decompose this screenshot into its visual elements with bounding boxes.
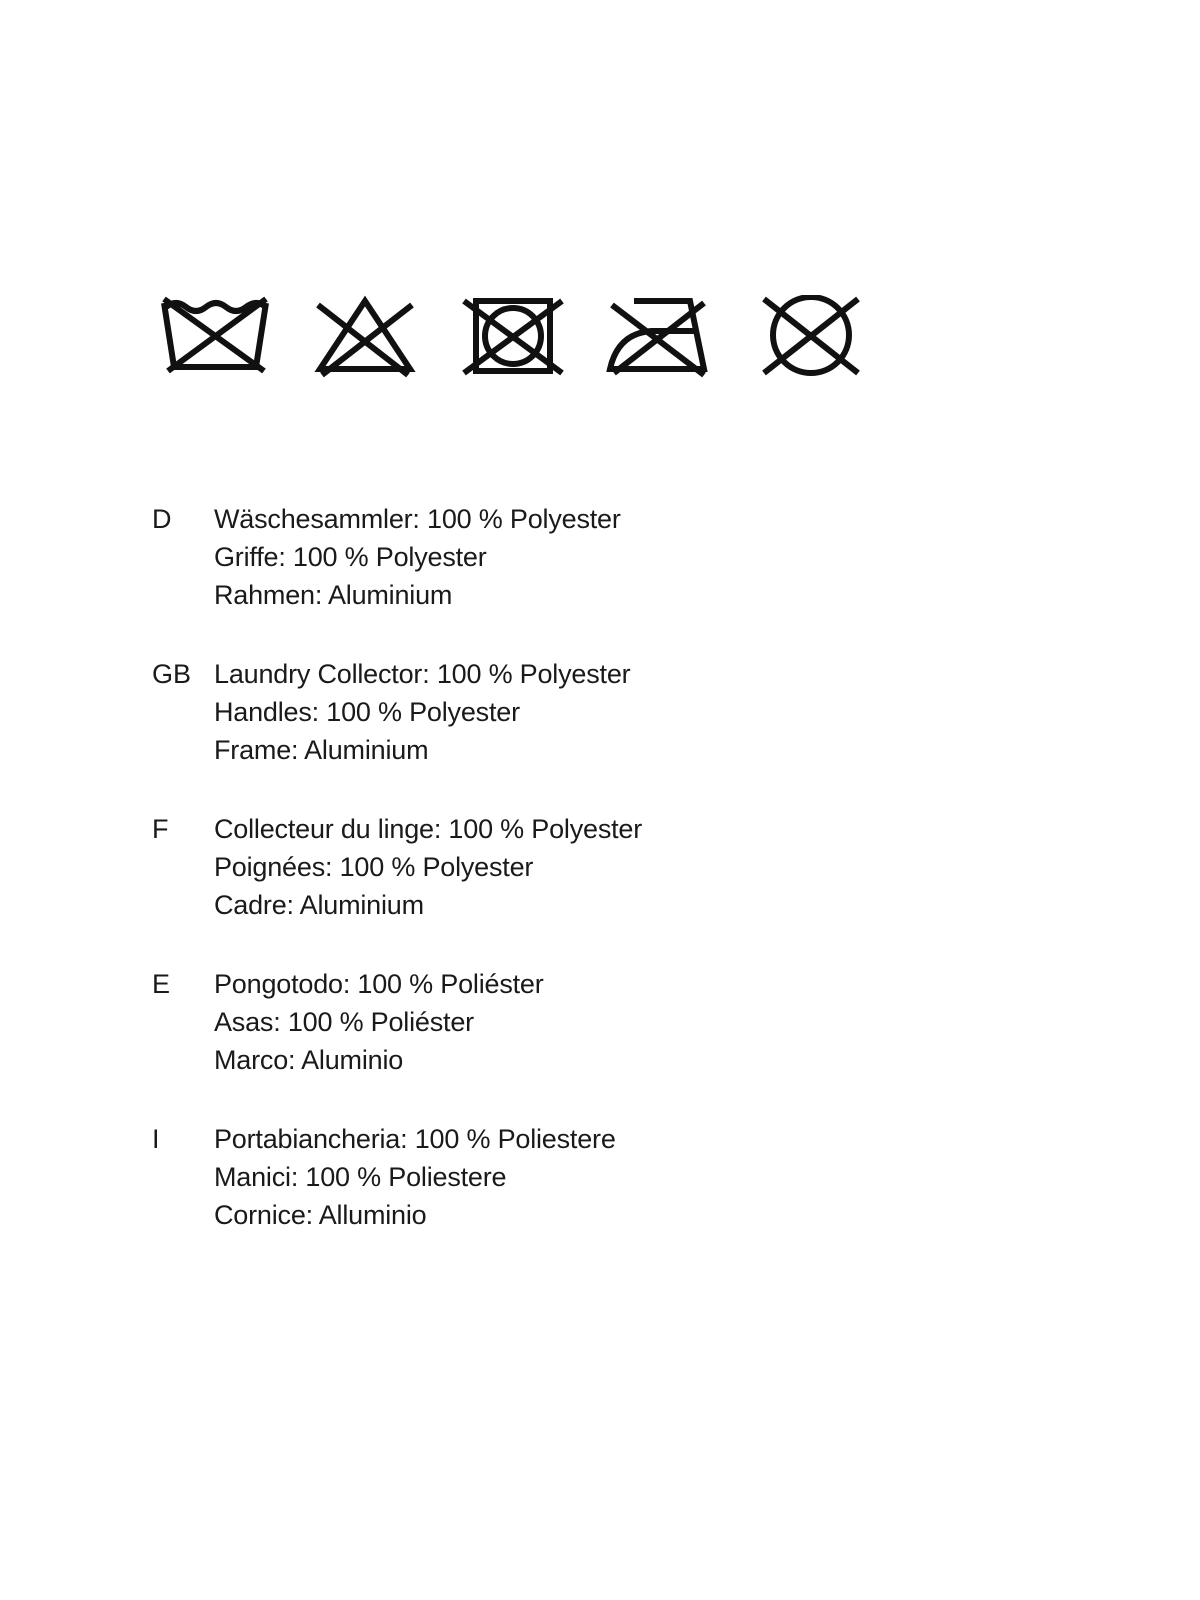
material-line: Handles: 100 % Polyester	[214, 697, 520, 727]
material-line: Portabiancheria: 100 % Poliestere	[214, 1124, 616, 1154]
material-block-f	[150, 810, 850, 965]
material-line: Asas: 100 % Poliéster	[214, 1007, 474, 1037]
material-lines	[214, 810, 834, 924]
material-line: Marco: Aluminio	[214, 1045, 404, 1075]
material-block-e	[150, 965, 850, 1120]
material-block-gb	[150, 655, 850, 810]
do-not-tumble-dry-icon	[458, 295, 568, 385]
material-line: Poignées: 100 % Polyester	[214, 852, 534, 882]
material-lines	[214, 1120, 834, 1234]
material-line: Griffe: 100 % Polyester	[214, 542, 487, 572]
material-line: Collecteur du linge: 100 % Polyester	[214, 814, 643, 844]
material-line: Manici: 100 % Poliestere	[214, 1162, 507, 1192]
material-block-de	[150, 500, 850, 655]
do-not-wash-icon	[160, 295, 270, 385]
material-line: Laundry Collector: 100 % Polyester	[214, 659, 631, 689]
material-line: Pongotodo: 100 % Poliéster	[214, 969, 544, 999]
material-line: Rahmen: Aluminium	[214, 580, 453, 610]
material-lines	[214, 965, 834, 1079]
do-not-dry-clean-icon	[756, 295, 866, 385]
language-code: E	[152, 969, 171, 999]
material-line: Frame: Aluminium	[214, 735, 429, 765]
material-line: Cornice: Alluminio	[214, 1200, 427, 1230]
language-code: I	[152, 1124, 160, 1154]
material-lines	[214, 655, 834, 769]
material-lines	[214, 500, 834, 614]
language-code: F	[152, 814, 169, 844]
language-code: D	[152, 504, 172, 534]
care-symbols-row	[160, 295, 880, 385]
do-not-iron-icon	[604, 295, 714, 385]
do-not-bleach-icon	[310, 295, 420, 385]
material-block-i	[150, 1120, 850, 1275]
material-composition-list	[150, 500, 850, 1275]
material-line: Cadre: Aluminium	[214, 890, 424, 920]
material-line: Wäschesammler: 100 % Polyester	[214, 504, 621, 534]
language-code: GB	[152, 659, 192, 689]
